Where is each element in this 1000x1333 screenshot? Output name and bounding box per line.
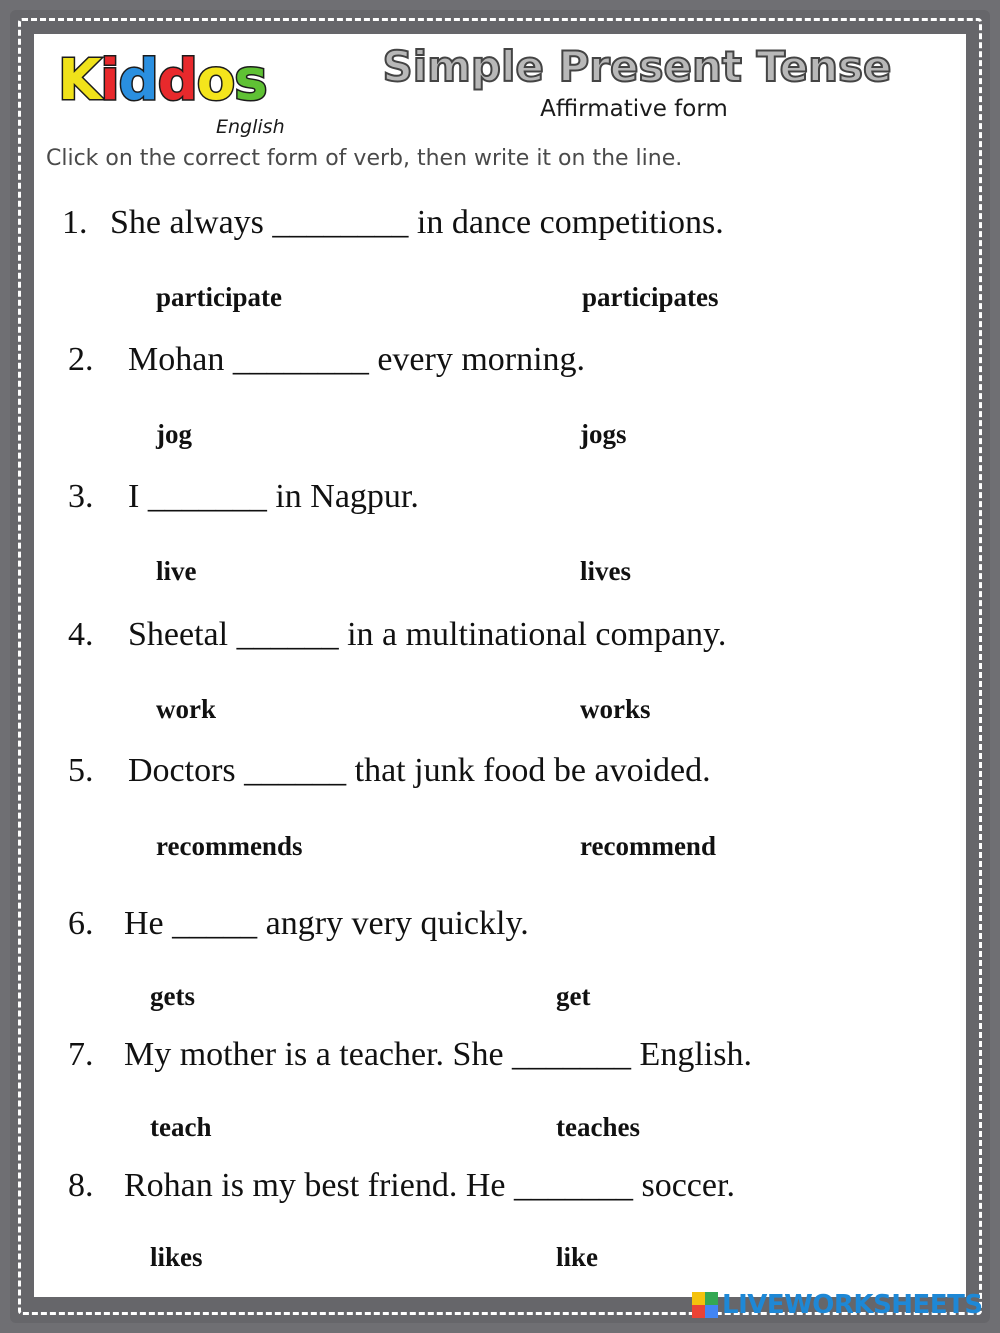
logo-letter: i	[100, 48, 119, 113]
option-button[interactable]: live	[156, 556, 197, 586]
option-button[interactable]: jog	[156, 419, 192, 449]
question-number: 7.	[68, 1036, 94, 1073]
logo-letter: K	[58, 48, 101, 113]
question-number: 3.	[68, 478, 94, 515]
option-button[interactable]: like	[556, 1242, 599, 1272]
question-sentence: Mohan ________ every morning.	[128, 341, 586, 378]
option-button[interactable]: recommends	[156, 831, 303, 861]
option-button[interactable]: participates	[582, 282, 719, 312]
question-number: 5.	[68, 752, 94, 789]
question-sentence: My mother is a teacher. She _______ English.	[124, 1036, 752, 1073]
liveworksheets-badge	[692, 1290, 983, 1320]
liveworksheets-logo-icon	[692, 1292, 718, 1318]
option-button[interactable]: teach	[150, 1112, 212, 1142]
option-button[interactable]: works	[580, 694, 651, 724]
question-sentence: Sheetal ______ in a multinational company.	[128, 616, 727, 653]
question-sentence: She always ________ in dance competitions.	[110, 204, 724, 241]
question-sentence: I _______ in Nagpur.	[128, 478, 419, 515]
logo-letter: o	[196, 48, 235, 113]
page-title: Simple Present Tense	[382, 42, 892, 91]
question-sentence: Doctors ______ that junk food be avoided.	[128, 752, 711, 789]
option-button[interactable]: work	[156, 694, 216, 724]
liveworksheets-brand: LIVEWORKSHEETS	[722, 1290, 983, 1320]
logo-letter: d	[157, 48, 197, 113]
logo-subtitle: English	[216, 116, 285, 138]
option-button[interactable]: gets	[150, 981, 195, 1011]
worksheet	[34, 34, 966, 1297]
logo-letter: s	[234, 48, 267, 113]
option-button[interactable]: lives	[580, 556, 631, 586]
question-number: 8.	[68, 1167, 94, 1204]
page-subtitle: Affirmative form	[540, 96, 728, 122]
kiddos-logo	[58, 46, 308, 146]
question-sentence: He _____ angry very quickly.	[124, 905, 529, 942]
question-number: 4.	[68, 616, 94, 653]
logo-word	[58, 46, 267, 116]
question-sentence: Rohan is my best friend. He _______ soccer.	[124, 1167, 735, 1204]
question-number: 6.	[68, 905, 94, 942]
option-button[interactable]: get	[556, 981, 591, 1011]
option-button[interactable]: jogs	[580, 419, 627, 449]
option-button[interactable]: participate	[156, 282, 282, 312]
logo-letter: d	[118, 48, 158, 113]
question-number: 1.	[62, 204, 88, 241]
option-button[interactable]: teaches	[556, 1112, 640, 1142]
option-button[interactable]: recommend	[580, 831, 716, 861]
option-button[interactable]: likes	[150, 1242, 203, 1272]
question-number: 2.	[68, 341, 94, 378]
instruction-text: Click on the correct form of verb, then write it on the line.	[46, 146, 683, 171]
